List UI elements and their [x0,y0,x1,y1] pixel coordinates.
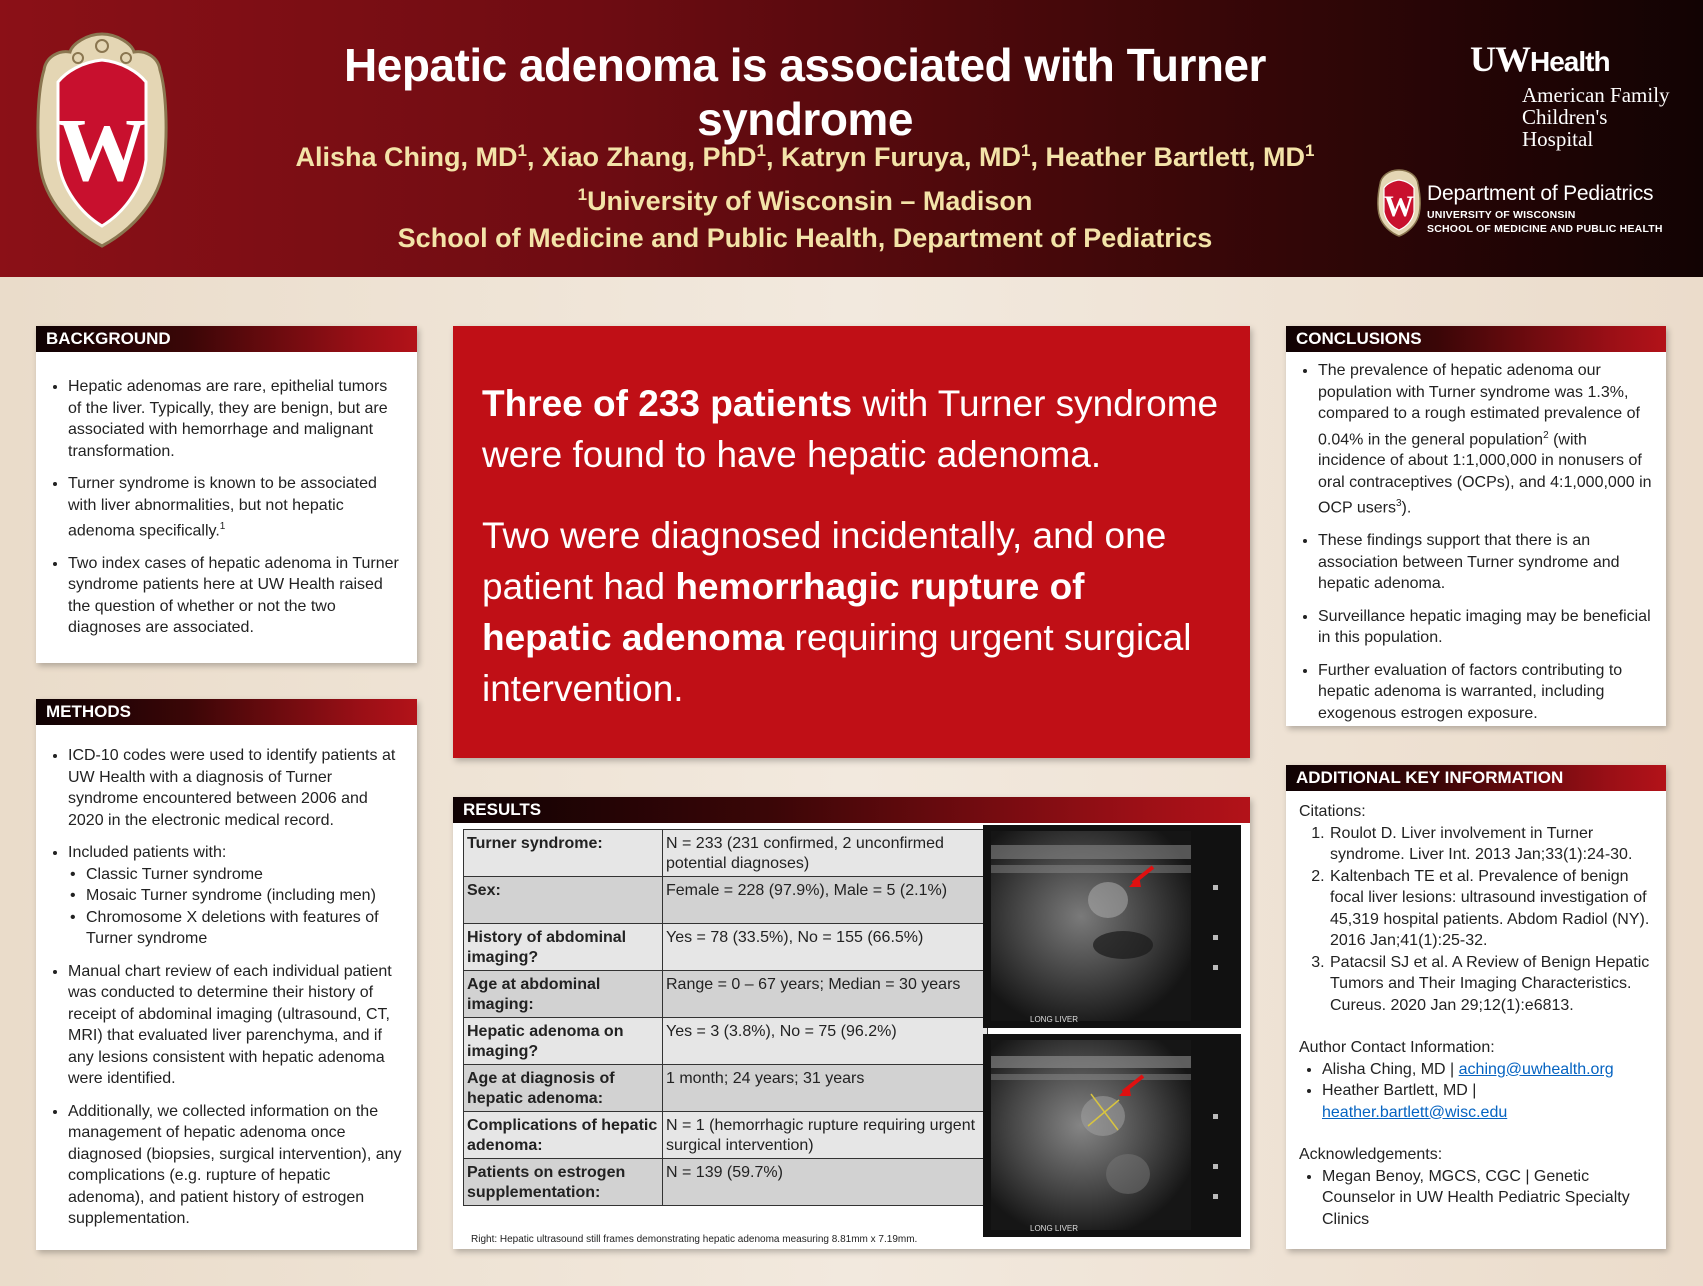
affiliation-sup: 1 [517,141,527,160]
uw-crest-logo [32,30,172,250]
additional-info-heading: ADDITIONAL KEY INFORMATION [1286,765,1666,791]
list-item-text: (with incidence of about 1:1,000,000 in nonusers of oral contraceptives (OCPs), and 4:1,000,000 in OCP users [1318,430,1652,517]
afch-line-1: American Family [1522,83,1670,107]
affiliation-sup: 1 [1021,141,1031,160]
row-label: Sex: [464,877,663,924]
sub-list-item: • Classic Turner syndrome [86,864,405,886]
background-heading: BACKGROUND [36,326,417,352]
row-value: 1 month; 24 years; 31 years [663,1065,988,1112]
author-name: Xiao Zhang, PhD [541,142,757,172]
ultrasound-label: LONG LIVER [1030,1224,1079,1233]
key-finding-2 [482,510,1224,714]
list-item: • Surveillance hepatic imaging may be beneficial in this population. [1318,606,1654,649]
list-item: • Manual chart review of each individual patient was conducted to determine their history of receipt of abdominal imaging (ultrasound, CT, MRI) that evaluated liver parenchyma, and if any lesions consistent with hepatic adenoma were identified. [68,961,405,1090]
author-list: Alisha Ching, $MD^1$, Xiao Zhang, PhD$^1$, Katryn Furuya, $MD^1$, Heather Bartlett, $MD^1$ [295,141,1315,172]
author-block [240,132,1370,257]
conclusions-heading: CONCLUSIONS [1286,326,1666,352]
row-value: Female = 228 (97.9%), Male = 5 (2.1%) [663,877,988,924]
citation-sup: 3 [1395,498,1402,510]
list-item-text: ). [1401,499,1412,517]
citations-list [1299,823,1656,1017]
ultrasound-frame-graphic [983,1034,1241,1237]
contact-name: Heather Bartlett, MD | [1322,1082,1477,1099]
affiliation-sup: 1 [756,141,766,160]
key-finding-emphasis: Three of 233 patients [482,383,853,424]
methods-heading: METHODS [36,699,417,725]
dept-title: Department of Pediatrics [1427,182,1654,205]
sub-list-item: • Chromosome X deletions with features of Turner syndrome [86,907,405,950]
poster-title: Hepatic adenoma is associated with Turner syndrome [344,39,1266,145]
citation-sup: 1 [219,521,226,532]
row-label: History of abdominal imaging? [464,924,663,971]
results-heading: RESULTS [453,797,1250,823]
uw-text: UW [1470,39,1530,79]
methods-panel [36,699,417,1250]
contact-name: Alisha Ching, MD | [1322,1060,1459,1078]
school-name: School of Medicine and Public Health, Department of Pediatrics [397,223,1213,253]
dept-sub-line-2: SCHOOL OF MEDICINE AND PUBLIC HEALTH [1427,223,1663,235]
health-text: Health [1530,46,1610,77]
ultrasound-frame-graphic [983,825,1241,1028]
contact-item [1322,1080,1656,1123]
affiliation-sup: 1 [577,185,588,204]
affiliation [240,176,1370,220]
list-item-text: The prevalence of hepatic adenoma our population with Turner syndrome was 1.3%, compared to a rough estimated prevalence of 0.04% in the general population [1318,362,1640,448]
uw-health-wordmark [1470,38,1670,80]
row-value: Yes = 78 (33.5%), No = 155 (66.5%) [663,924,988,971]
conclusions-panel [1286,326,1666,726]
list-item: • These findings support that there is an association between Turner syndrome and hepatic adenoma. [1318,530,1654,595]
list-item: • Further evaluation of factors contributing to hepatic adenoma is warranted, including exogenous estrogen exposure. [1318,660,1654,725]
table-row [464,1159,988,1206]
svg-text:W: W [57,101,147,200]
svg-text:W: W [1384,190,1414,223]
list-item [68,842,405,950]
list-item: • Two index cases of hepatic adenoma in Turner syndrome patients here at UW Health raised the question of whether or not the two diagnoses are associated. [68,553,405,639]
row-label: Turner syndrome: [464,830,663,877]
additional-info-panel [1286,765,1666,1249]
table-row [464,877,988,924]
row-value: N = 139 (59.7%) [663,1159,988,1206]
key-finding-emphasis: hemorrhagic rupture of hepatic adenoma [482,566,1085,658]
key-finding-1 [482,378,1224,480]
uw-crest-small-icon [1375,168,1423,238]
afch-line-2: Children's Hospital [1522,105,1608,151]
affiliation-sup: 1 [1305,141,1315,160]
dept-subtitle [1427,208,1663,236]
author-name: Heather Bartlett, MD [1045,142,1306,172]
contact-item [1322,1059,1656,1081]
table-row [464,924,988,971]
email-link[interactable]: aching@uwhealth.org [1458,1060,1614,1078]
additional-info-body [1286,801,1666,1230]
list-item-text: Included patients with: [68,844,227,861]
dept-pediatrics-logo [1375,168,1695,238]
row-label: Patients on estrogen supplementation: [464,1159,663,1206]
list-item [1318,360,1654,519]
ack-item: • Megan Benoy, MGCS, CGC | Genetic Counselor in UW Health Pediatric Specialty Clinics [1322,1166,1656,1231]
key-finding-text: with Turner syndrome were found to have hepatic adenoma. [482,383,1219,475]
row-label: Complications of hepatic adenoma: [464,1112,663,1159]
ack-list [1299,1166,1656,1231]
list-item: • ICD-10 codes were used to identify patients at UW Health with a diagnosis of Turner syndrome encountered between 2006 and 2020 in the electronic medical record. [68,745,405,831]
row-value: N = 233 (231 confirmed, 2 unconfirmed potential diagnoses) [663,830,988,877]
ultrasound-label: LONG LIVER [1030,1015,1079,1024]
background-list [36,376,417,639]
citations-label: Citations: [1299,803,1366,820]
background-panel [36,326,417,663]
citation-item: 1. Roulot D. Liver involvement in Turner syndrome. Liver Int. 2013 Jan;33(1):24-30. [1329,823,1656,866]
table-row [464,1065,988,1112]
key-finding-text: Two were diagnosed incidentally, and one patient had [482,515,1167,607]
inclusion-sublist [68,864,405,950]
table-row [464,1112,988,1159]
list-item: • Hepatic adenomas are rare, epithelial tumors of the liver. Typically, they are benign, but are associated with hemorrhage and malignant transformation. [68,376,405,462]
afch-name [1522,84,1670,150]
poster-header [0,0,1703,277]
results-table [463,829,988,1206]
uw-health-logo [1470,38,1670,150]
email-link[interactable]: heather.bartlett@wisc.edu [1322,1103,1508,1121]
list-item: • Additionally, we collected information on the management of hepatic adenoma once diagnosed (biopsies, surgical intervention), any complications (e.g. rupture of hepatic adenoma), and patient history of estrogen supplementation. [68,1101,405,1230]
image-caption: Right: Hepatic ultrasound still frames demonstrating hepatic adenoma measuring 8.81mm x 7.19mm. [471,1234,918,1245]
list-item-text: Turner syndrome is known to be associated with liver abnormalities, but not hepatic adenoma specifically. [68,475,377,540]
table-row [464,830,988,877]
sub-list-item: • Mosaic Turner syndrome (including men) [86,885,405,907]
list-item [68,473,405,542]
key-finding-text: requiring urgent surgical intervention. [482,617,1192,709]
affiliation-name: University of Wisconsin – Madison [587,186,1033,216]
citation-sup: 2 [1543,429,1549,441]
results-panel [453,797,1250,1249]
author-name: Alisha Ching, MD [295,142,518,172]
citation-item: 3. Patacsil SJ et al. A Review of Benign Hepatic Tumors and Their Imaging Characteristics. Cureus. 2020 Jan 29;12(1):e6813. [1329,952,1656,1017]
row-value: Yes = 3 (3.8%), No = 75 (96.2%) [663,1018,988,1065]
conclusions-list [1286,360,1666,724]
table-row [464,1018,988,1065]
row-value: Range = 0 – 67 years; Median = 30 years [663,971,988,1018]
ack-label: Acknowledgements: [1299,1146,1443,1163]
methods-list [36,745,417,1230]
row-label: Age at abdominal imaging: [464,971,663,1018]
table-row [464,971,988,1018]
ultrasound-image-2 [983,1034,1241,1237]
contact-label: Author Contact Information: [1299,1039,1495,1056]
row-value: N = 1 (hemorrhagic rupture requiring urgent surgical intervention) [663,1112,988,1159]
row-label: Hepatic adenoma on imaging? [464,1018,663,1065]
citation-item: 2. Kaltenbach TE et al. Prevalence of benign focal liver lesions: ultrasound investigation of 45,319 hospital patients. Abdom Radiol (NY). 2016 Jan;41(1):25-32. [1329,866,1656,952]
contact-list [1299,1059,1656,1124]
author-name: Katryn Furuya, MD [780,142,1022,172]
key-finding-box [453,326,1250,758]
ultrasound-image-1 [983,825,1241,1028]
dept-sub-line-1: UNIVERSITY OF WISCONSIN [1427,209,1576,221]
row-label: Age at diagnosis of hepatic adenoma: [464,1065,663,1112]
